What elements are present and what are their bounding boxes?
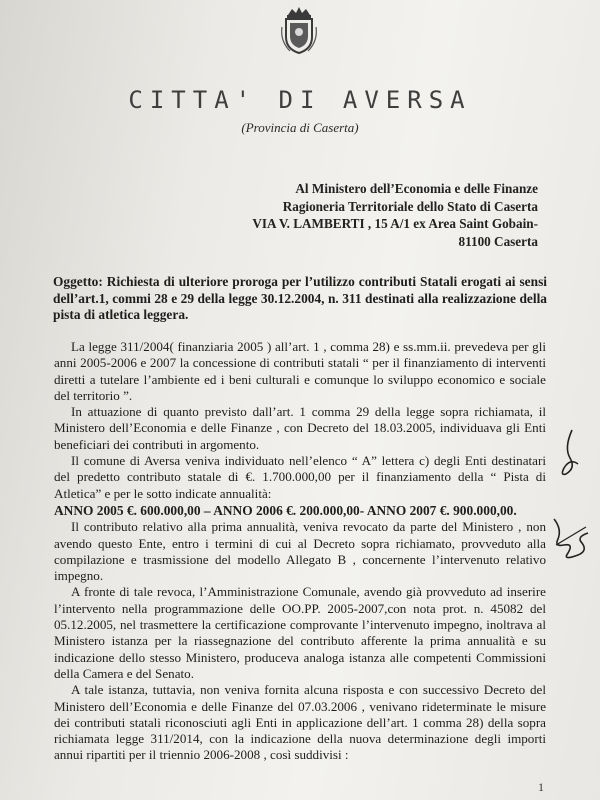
recipient-line: VIA V. LAMBERTI , 15 A/1 ex Area Saint Gobain- — [252, 216, 538, 231]
body-paragraph: A fronte di tale revoca, l’Amministrazione Comunale, avendo già provveduto ad inserire l’intervento nella programmazione delle OO.PP. 2005-2007,con nota prot. n. 45082 del 05.12.2005, nel trasmettere la certificazione comprovante l’intervenuto impegno, inoltrava al Ministero istanza per la riassegnazione del contributo afferente la prima annualità e su indicazione dello stesso Ministero, produceva analoga istanza alle competenti Commissioni della Camera e del Senato. — [54, 584, 546, 681]
body-paragraph: Il contributo relativo alla prima annualità, veniva revocato da parte del Ministero , non avendo questo Ente, entro i termini di cui al Decreto sopra richiamato, provveduto alla compilazione e trasmissione del modello Allegato B , concernente l’intervenuto relativo impegno. — [54, 519, 546, 584]
recipient-line: Al Ministero dell’Economia e delle Finanze — [295, 181, 538, 196]
body-paragraph: Il comune di Aversa veniva individuato nell’elenco “ A” lettera c) degli Enti destinatari del predetto contributo statale di €. 1.700.000,00 per il finanziamento della “ Pista di Atletica” e per le sotto indicate annualità: — [54, 453, 546, 501]
subject-line: Oggetto: Richiesta di ulteriore proroga per l’utilizzo contributi Statali erogati ai sensi dell’art.1, commi 28 e 29 della legge 30.12.2004, n. 311 destinati alla realizzazione della pista di atletica leggera. — [53, 274, 547, 322]
annual-amounts: ANNO 2005 €. 600.000,00 – ANNO 2006 €. 200.000,00- ANNO 2007 €. 900.000,00. — [54, 502, 517, 518]
recipient-line: Ragioneria Territoriale dello Stato di Caserta — [282, 198, 538, 214]
city-crest-emblem — [280, 5, 318, 55]
body-paragraph: A tale istanza, tuttavia, non veniva fornita alcuna risposta e con successivo Decreto del Ministero dell’Economia e delle Finanze del 07.03.2006 , venivano rideterminate le misure dei contributi statali riconosciuti agli Enti in applicazione dell’art. 1 comma 28) della sopra richiamata legge 311/2014, con la indicazione della nuova determinazione degli importi annui ripartiti per il triennio 2006-2008 , così suddivisi : — [54, 682, 546, 763]
body-paragraph: In attuazione di quanto previsto dall’art. 1 comma 29 della legge sopra richiamata, il Ministero dell’Economia e delle Finanze , con Decreto del 18.03.2005, individuava gli Enti beneficiari dei contributi in argomento. — [54, 404, 546, 452]
recipient-address — [252, 180, 538, 250]
handwritten-initial-mark — [554, 428, 584, 480]
handwritten-signature-mark — [548, 515, 592, 563]
recipient-line: 81100 Caserta — [458, 233, 538, 249]
page-number: 1 — [538, 780, 544, 794]
body-paragraph: La legge 311/2004( finanziaria 2005 ) all’art. 1 , comma 28) e ss.mm.ii. prevedeva per gli anni 2005-2006 e 2007 la concessione di contributi statali “ per il finanziamento di interventi diretti a tutelare l’ambiente ed i beni culturali e comunque lo sviluppo economico e sociale del territorio ”. — [54, 339, 546, 403]
province-subtitle: (Provincia di Caserta) — [241, 120, 359, 135]
city-title: CITTA' DI AVERSA — [128, 86, 472, 114]
letter-body — [54, 339, 546, 764]
